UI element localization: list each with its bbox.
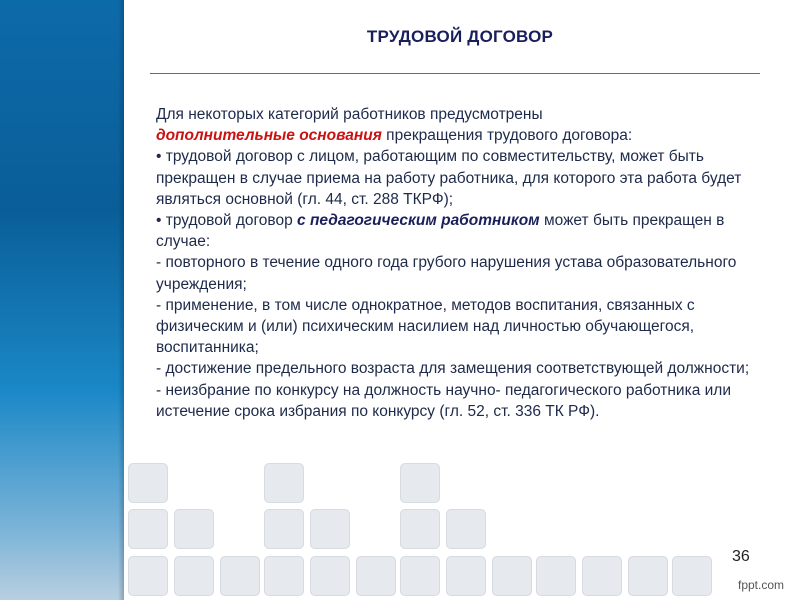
intro-paragraph (156, 104, 766, 146)
page-number: 36 (732, 548, 750, 565)
decor-tile (264, 509, 304, 549)
decor-tile (582, 556, 622, 596)
decor-tile (672, 556, 712, 596)
list-item: - применение, в том числе однократное, методов воспитания, связанных с физическим и (или) психическим насилием над личностью обучающегося, воспитанника; (156, 296, 695, 357)
intro-rest: прекращения трудового договора: (381, 127, 633, 145)
bullet-text: • трудовой договор (156, 212, 298, 230)
decor-tile (128, 556, 168, 596)
decor-tile (446, 509, 486, 549)
decor-tile (264, 463, 304, 503)
decor-tile (400, 509, 440, 549)
decor-tile (492, 556, 532, 596)
decor-tile (446, 556, 486, 596)
watermark: fppt.com (738, 578, 785, 592)
bullet-item (156, 210, 766, 252)
decor-tile (400, 556, 440, 596)
list-item: - неизбрание по конкурсу на должность научно- педагогического работника или истечение срока избрания по конкурсу (гл. 52, ст. 336 ТК РФ). (156, 381, 731, 420)
bullet-emphasis: с педагогическим работником (297, 212, 540, 230)
decor-tile (264, 556, 304, 596)
slide-title: ТРУДОВОЙ ДОГОВОР (366, 27, 554, 46)
list-item: - достижение предельного возраста для замещения соответствующей должности; (156, 360, 750, 378)
title-divider (150, 73, 760, 74)
decor-tile (356, 556, 396, 596)
decor-tile (400, 463, 440, 503)
bullet-text: может быть прекращен в случае: (156, 212, 725, 251)
decor-tile (174, 509, 214, 549)
decor-tile (628, 556, 668, 596)
bullet-item: • трудовой договор с лицом, работающим по совместительству, может быть прекращен в случае приема на работу работника, для которого эта работа будет являться основной (гл. 44, ст. 288 ТКРФ); (156, 148, 742, 208)
list-item: - повторного в течение одного года грубого нарушения устава образовательного учреждения; (156, 254, 737, 293)
decor-tile (128, 509, 168, 549)
decor-tile (310, 556, 350, 596)
decor-tile (536, 556, 576, 596)
intro-emphasis: дополнительные основания (156, 127, 382, 145)
slide-body (156, 104, 766, 422)
decor-tile (310, 509, 350, 549)
decor-tile (220, 556, 260, 596)
intro-line: Для некоторых категорий работников предусмотрены (156, 106, 543, 123)
blue-sidebar (0, 0, 124, 600)
decor-tile (128, 463, 168, 503)
decor-tile (174, 556, 214, 596)
